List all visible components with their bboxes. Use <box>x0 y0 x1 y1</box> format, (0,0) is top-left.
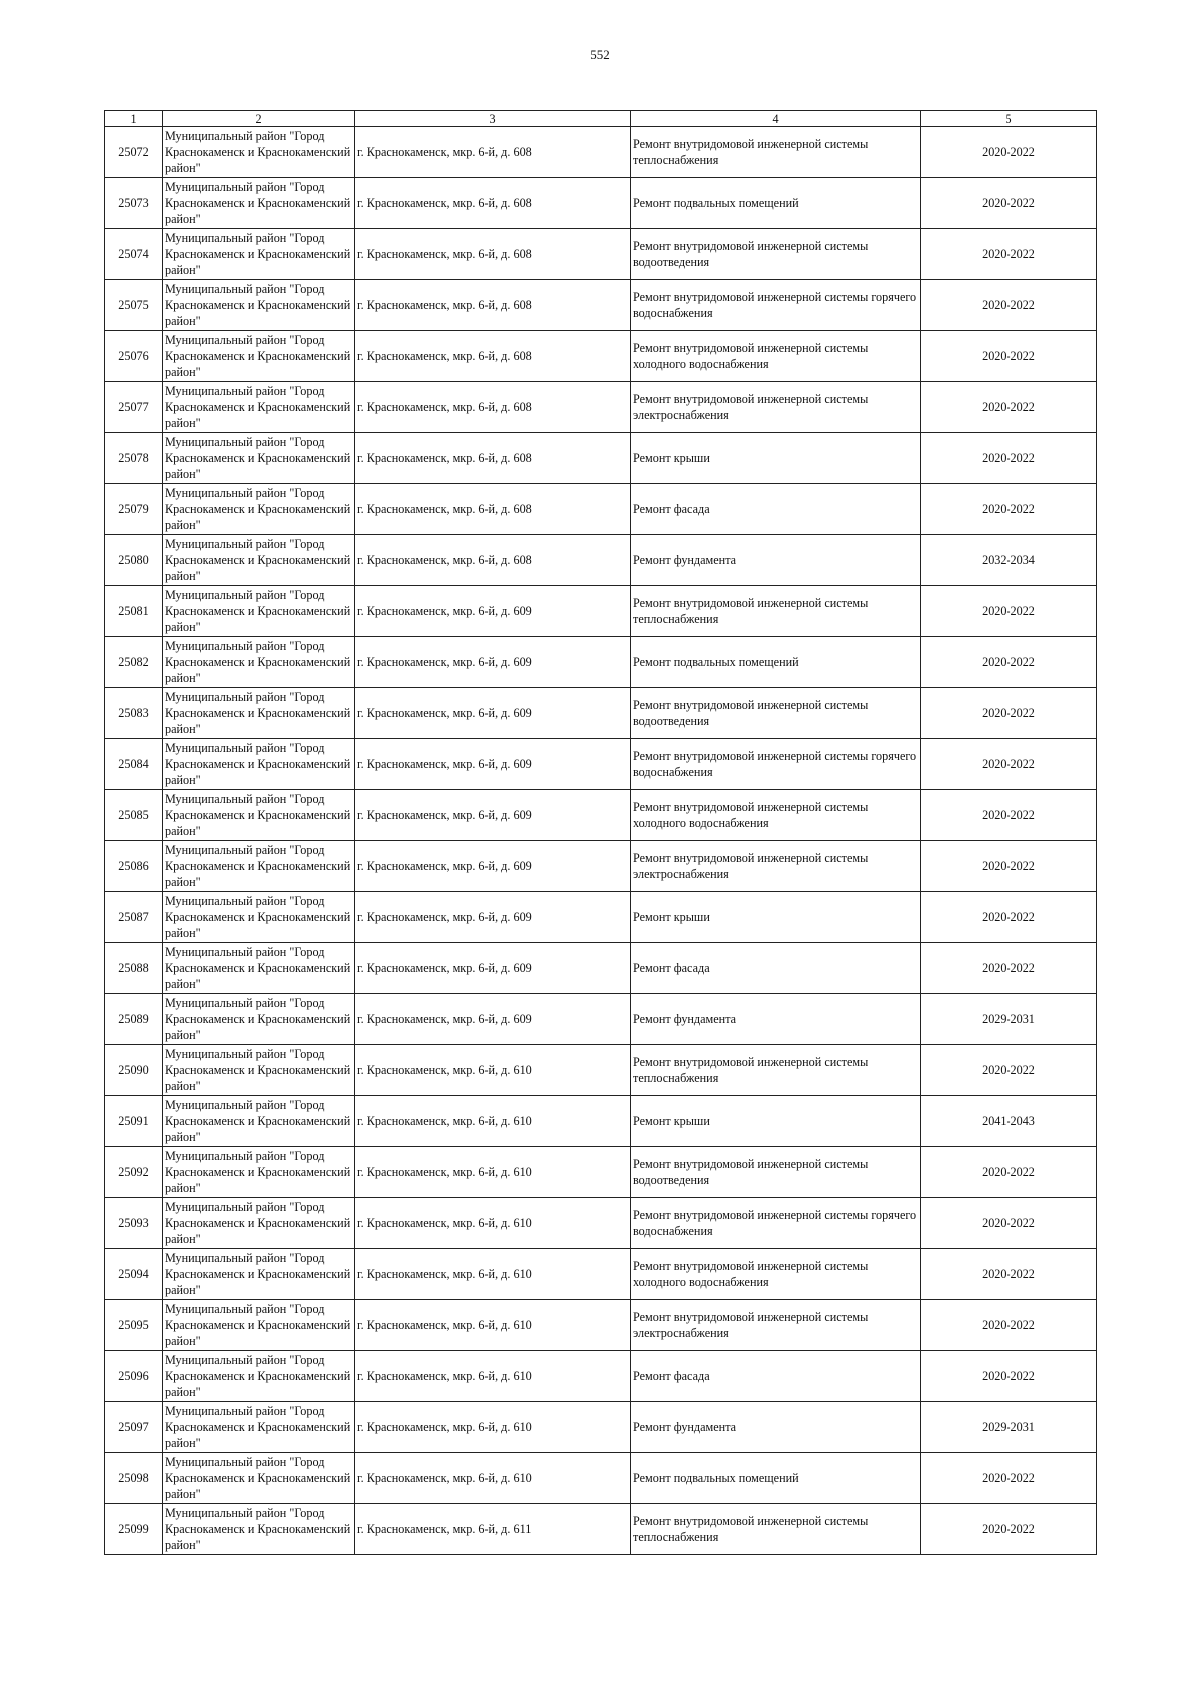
work-type-cell: Ремонт внутридомовой инженерной системы теплоснабжения <box>631 586 921 637</box>
period-cell: 2020-2022 <box>921 382 1097 433</box>
table-row <box>105 943 1097 994</box>
period-cell: 2020-2022 <box>921 841 1097 892</box>
row-number-cell: 25091 <box>105 1096 163 1147</box>
period-cell: 2020-2022 <box>921 637 1097 688</box>
period-cell: 2020-2022 <box>921 1351 1097 1402</box>
period-cell: 2020-2022 <box>921 178 1097 229</box>
period-cell: 2020-2022 <box>921 484 1097 535</box>
table-row <box>105 841 1097 892</box>
address-cell: г. Краснокаменск, мкр. 6-й, д. 609 <box>355 739 631 790</box>
period-cell: 2020-2022 <box>921 739 1097 790</box>
row-number-cell: 25085 <box>105 790 163 841</box>
work-type-cell: Ремонт фундамента <box>631 535 921 586</box>
table-row <box>105 382 1097 433</box>
address-cell: г. Краснокаменск, мкр. 6-й, д. 608 <box>355 382 631 433</box>
work-type-cell: Ремонт внутридомовой инженерной системы электроснабжения <box>631 841 921 892</box>
municipality-cell: Муниципальный район "Город Краснокаменск и Краснокаменский район" <box>163 841 355 892</box>
row-number-cell: 25086 <box>105 841 163 892</box>
table-row <box>105 1045 1097 1096</box>
address-cell: г. Краснокаменск, мкр. 6-й, д. 609 <box>355 637 631 688</box>
row-number-cell: 25084 <box>105 739 163 790</box>
work-type-cell: Ремонт внутридомовой инженерной системы теплоснабжения <box>631 1504 921 1555</box>
work-type-cell: Ремонт внутридомовой инженерной системы холодного водоснабжения <box>631 1249 921 1300</box>
table-row <box>105 994 1097 1045</box>
row-number-cell: 25095 <box>105 1300 163 1351</box>
row-number-cell: 25081 <box>105 586 163 637</box>
address-cell: г. Краснокаменск, мкр. 6-й, д. 608 <box>355 280 631 331</box>
address-cell: г. Краснокаменск, мкр. 6-й, д. 609 <box>355 841 631 892</box>
work-type-cell: Ремонт внутридомовой инженерной системы холодного водоснабжения <box>631 790 921 841</box>
work-type-cell: Ремонт внутридомовой инженерной системы водоотведения <box>631 1147 921 1198</box>
period-cell: 2020-2022 <box>921 433 1097 484</box>
address-cell: г. Краснокаменск, мкр. 6-й, д. 609 <box>355 943 631 994</box>
table-row <box>105 688 1097 739</box>
address-cell: г. Краснокаменск, мкр. 6-й, д. 609 <box>355 688 631 739</box>
address-cell: г. Краснокаменск, мкр. 6-й, д. 608 <box>355 535 631 586</box>
work-type-cell: Ремонт крыши <box>631 1096 921 1147</box>
row-number-cell: 25099 <box>105 1504 163 1555</box>
table-row <box>105 790 1097 841</box>
work-type-cell: Ремонт внутридомовой инженерной системы теплоснабжения <box>631 127 921 178</box>
municipality-cell: Муниципальный район "Город Краснокаменск и Краснокаменский район" <box>163 1045 355 1096</box>
period-cell: 2020-2022 <box>921 943 1097 994</box>
period-cell: 2020-2022 <box>921 127 1097 178</box>
municipality-cell: Муниципальный район "Город Краснокаменск и Краснокаменский район" <box>163 790 355 841</box>
period-cell: 2020-2022 <box>921 790 1097 841</box>
work-type-cell: Ремонт внутридомовой инженерной системы теплоснабжения <box>631 1045 921 1096</box>
table-row <box>105 1198 1097 1249</box>
municipality-cell: Муниципальный район "Город Краснокаменск и Краснокаменский район" <box>163 994 355 1045</box>
table-row <box>105 535 1097 586</box>
municipality-cell: Муниципальный район "Город Краснокаменск и Краснокаменский район" <box>163 535 355 586</box>
table-row <box>105 127 1097 178</box>
work-type-cell: Ремонт внутридомовой инженерной системы холодного водоснабжения <box>631 331 921 382</box>
period-cell: 2020-2022 <box>921 586 1097 637</box>
table-row <box>105 1402 1097 1453</box>
row-number-cell: 25093 <box>105 1198 163 1249</box>
table-row <box>105 484 1097 535</box>
row-number-cell: 25094 <box>105 1249 163 1300</box>
municipality-cell: Муниципальный район "Город Краснокаменск и Краснокаменский район" <box>163 127 355 178</box>
period-cell: 2020-2022 <box>921 1300 1097 1351</box>
municipality-cell: Муниципальный район "Город Краснокаменск и Краснокаменский район" <box>163 280 355 331</box>
table-row <box>105 892 1097 943</box>
period-cell: 2029-2031 <box>921 994 1097 1045</box>
period-cell: 2020-2022 <box>921 1147 1097 1198</box>
work-type-cell: Ремонт внутридомовой инженерной системы горячего водоснабжения <box>631 739 921 790</box>
municipality-cell: Муниципальный район "Город Краснокаменск и Краснокаменский район" <box>163 943 355 994</box>
address-cell: г. Краснокаменск, мкр. 6-й, д. 608 <box>355 178 631 229</box>
municipality-cell: Муниципальный район "Город Краснокаменск и Краснокаменский район" <box>163 382 355 433</box>
column-header-5: 5 <box>921 111 1097 127</box>
work-type-cell: Ремонт внутридомовой инженерной системы горячего водоснабжения <box>631 280 921 331</box>
column-header-4: 4 <box>631 111 921 127</box>
address-cell: г. Краснокаменск, мкр. 6-й, д. 609 <box>355 994 631 1045</box>
work-type-cell: Ремонт крыши <box>631 892 921 943</box>
period-cell: 2020-2022 <box>921 1504 1097 1555</box>
period-cell: 2020-2022 <box>921 331 1097 382</box>
municipality-cell: Муниципальный район "Город Краснокаменск и Краснокаменский район" <box>163 1504 355 1555</box>
table-row <box>105 637 1097 688</box>
address-cell: г. Краснокаменск, мкр. 6-й, д. 609 <box>355 892 631 943</box>
table-row <box>105 1504 1097 1555</box>
table-row <box>105 280 1097 331</box>
row-number-cell: 25089 <box>105 994 163 1045</box>
work-type-cell: Ремонт фасада <box>631 943 921 994</box>
period-cell: 2029-2031 <box>921 1402 1097 1453</box>
row-number-cell: 25097 <box>105 1402 163 1453</box>
row-number-cell: 25072 <box>105 127 163 178</box>
work-type-cell: Ремонт внутридомовой инженерной системы электроснабжения <box>631 1300 921 1351</box>
table-body <box>105 127 1097 1555</box>
period-cell: 2020-2022 <box>921 1453 1097 1504</box>
header-row <box>105 111 1097 127</box>
row-number-cell: 25082 <box>105 637 163 688</box>
period-cell: 2020-2022 <box>921 688 1097 739</box>
row-number-cell: 25077 <box>105 382 163 433</box>
period-cell: 2041-2043 <box>921 1096 1097 1147</box>
work-type-cell: Ремонт подвальных помещений <box>631 637 921 688</box>
municipality-cell: Муниципальный район "Город Краснокаменск и Краснокаменский район" <box>163 1402 355 1453</box>
work-type-cell: Ремонт фундамента <box>631 994 921 1045</box>
address-cell: г. Краснокаменск, мкр. 6-й, д. 610 <box>355 1453 631 1504</box>
work-type-cell: Ремонт фасада <box>631 1351 921 1402</box>
address-cell: г. Краснокаменск, мкр. 6-й, д. 610 <box>355 1249 631 1300</box>
address-cell: г. Краснокаменск, мкр. 6-й, д. 608 <box>355 331 631 382</box>
address-cell: г. Краснокаменск, мкр. 6-й, д. 608 <box>355 484 631 535</box>
work-type-cell: Ремонт фундамента <box>631 1402 921 1453</box>
work-type-cell: Ремонт фасада <box>631 484 921 535</box>
table-row <box>105 1096 1097 1147</box>
row-number-cell: 25080 <box>105 535 163 586</box>
column-header-1: 1 <box>105 111 163 127</box>
table-row <box>105 229 1097 280</box>
municipality-cell: Муниципальный район "Город Краснокаменск и Краснокаменский район" <box>163 739 355 790</box>
table-row <box>105 178 1097 229</box>
municipality-cell: Муниципальный район "Город Краснокаменск и Краснокаменский район" <box>163 688 355 739</box>
row-number-cell: 25092 <box>105 1147 163 1198</box>
work-type-cell: Ремонт внутридомовой инженерной системы водоотведения <box>631 229 921 280</box>
work-type-cell: Ремонт внутридомовой инженерной системы электроснабжения <box>631 382 921 433</box>
address-cell: г. Краснокаменск, мкр. 6-й, д. 610 <box>355 1096 631 1147</box>
work-type-cell: Ремонт крыши <box>631 433 921 484</box>
column-header-3: 3 <box>355 111 631 127</box>
address-cell: г. Краснокаменск, мкр. 6-й, д. 610 <box>355 1198 631 1249</box>
municipality-cell: Муниципальный район "Город Краснокаменск и Краснокаменский район" <box>163 1300 355 1351</box>
address-cell: г. Краснокаменск, мкр. 6-й, д. 608 <box>355 433 631 484</box>
address-cell: г. Краснокаменск, мкр. 6-й, д. 609 <box>355 586 631 637</box>
table-row <box>105 739 1097 790</box>
row-number-cell: 25074 <box>105 229 163 280</box>
period-cell: 2020-2022 <box>921 1249 1097 1300</box>
municipality-cell: Муниципальный район "Город Краснокаменск и Краснокаменский район" <box>163 892 355 943</box>
work-type-cell: Ремонт подвальных помещений <box>631 178 921 229</box>
period-cell: 2020-2022 <box>921 1198 1097 1249</box>
address-cell: г. Краснокаменск, мкр. 6-й, д. 611 <box>355 1504 631 1555</box>
municipality-cell: Муниципальный район "Город Краснокаменск и Краснокаменский район" <box>163 1351 355 1402</box>
address-cell: г. Краснокаменск, мкр. 6-й, д. 609 <box>355 790 631 841</box>
municipality-cell: Муниципальный район "Город Краснокаменск и Краснокаменский район" <box>163 637 355 688</box>
municipality-cell: Муниципальный район "Город Краснокаменск и Краснокаменский район" <box>163 1249 355 1300</box>
address-cell: г. Краснокаменск, мкр. 6-й, д. 610 <box>355 1402 631 1453</box>
table-row <box>105 1147 1097 1198</box>
address-cell: г. Краснокаменск, мкр. 6-й, д. 610 <box>355 1300 631 1351</box>
row-number-cell: 25079 <box>105 484 163 535</box>
address-cell: г. Краснокаменск, мкр. 6-й, д. 610 <box>355 1045 631 1096</box>
municipality-cell: Муниципальный район "Город Краснокаменск и Краснокаменский район" <box>163 1198 355 1249</box>
row-number-cell: 25088 <box>105 943 163 994</box>
row-number-cell: 25075 <box>105 280 163 331</box>
municipality-cell: Муниципальный район "Город Краснокаменск и Краснокаменский район" <box>163 1147 355 1198</box>
column-header-2: 2 <box>163 111 355 127</box>
municipality-cell: Муниципальный район "Город Краснокаменск и Краснокаменский район" <box>163 1096 355 1147</box>
municipality-cell: Муниципальный район "Город Краснокаменск и Краснокаменский район" <box>163 586 355 637</box>
municipality-cell: Муниципальный район "Город Краснокаменск и Краснокаменский район" <box>163 484 355 535</box>
address-cell: г. Краснокаменск, мкр. 6-й, д. 608 <box>355 127 631 178</box>
row-number-cell: 25098 <box>105 1453 163 1504</box>
work-type-cell: Ремонт внутридомовой инженерной системы горячего водоснабжения <box>631 1198 921 1249</box>
row-number-cell: 25096 <box>105 1351 163 1402</box>
period-cell: 2020-2022 <box>921 229 1097 280</box>
row-number-cell: 25090 <box>105 1045 163 1096</box>
registry-table <box>104 110 1097 1555</box>
row-number-cell: 25076 <box>105 331 163 382</box>
row-number-cell: 25078 <box>105 433 163 484</box>
period-cell: 2020-2022 <box>921 280 1097 331</box>
table-row <box>105 1300 1097 1351</box>
period-cell: 2020-2022 <box>921 1045 1097 1096</box>
address-cell: г. Краснокаменск, мкр. 6-й, д. 610 <box>355 1351 631 1402</box>
table-row <box>105 586 1097 637</box>
table-row <box>105 1453 1097 1504</box>
work-type-cell: Ремонт подвальных помещений <box>631 1453 921 1504</box>
period-cell: 2020-2022 <box>921 892 1097 943</box>
table-row <box>105 1249 1097 1300</box>
address-cell: г. Краснокаменск, мкр. 6-й, д. 610 <box>355 1147 631 1198</box>
municipality-cell: Муниципальный район "Город Краснокаменск и Краснокаменский район" <box>163 1453 355 1504</box>
table-header <box>105 111 1097 127</box>
address-cell: г. Краснокаменск, мкр. 6-й, д. 608 <box>355 229 631 280</box>
row-number-cell: 25073 <box>105 178 163 229</box>
table-row <box>105 331 1097 382</box>
row-number-cell: 25087 <box>105 892 163 943</box>
work-type-cell: Ремонт внутридомовой инженерной системы водоотведения <box>631 688 921 739</box>
period-cell: 2032-2034 <box>921 535 1097 586</box>
row-number-cell: 25083 <box>105 688 163 739</box>
municipality-cell: Муниципальный район "Город Краснокаменск и Краснокаменский район" <box>163 229 355 280</box>
table-row <box>105 1351 1097 1402</box>
municipality-cell: Муниципальный район "Город Краснокаменск и Краснокаменский район" <box>163 331 355 382</box>
municipality-cell: Муниципальный район "Город Краснокаменск и Краснокаменский район" <box>163 433 355 484</box>
municipality-cell: Муниципальный район "Город Краснокаменск и Краснокаменский район" <box>163 178 355 229</box>
page-number: 552 <box>590 47 610 62</box>
table-row <box>105 433 1097 484</box>
